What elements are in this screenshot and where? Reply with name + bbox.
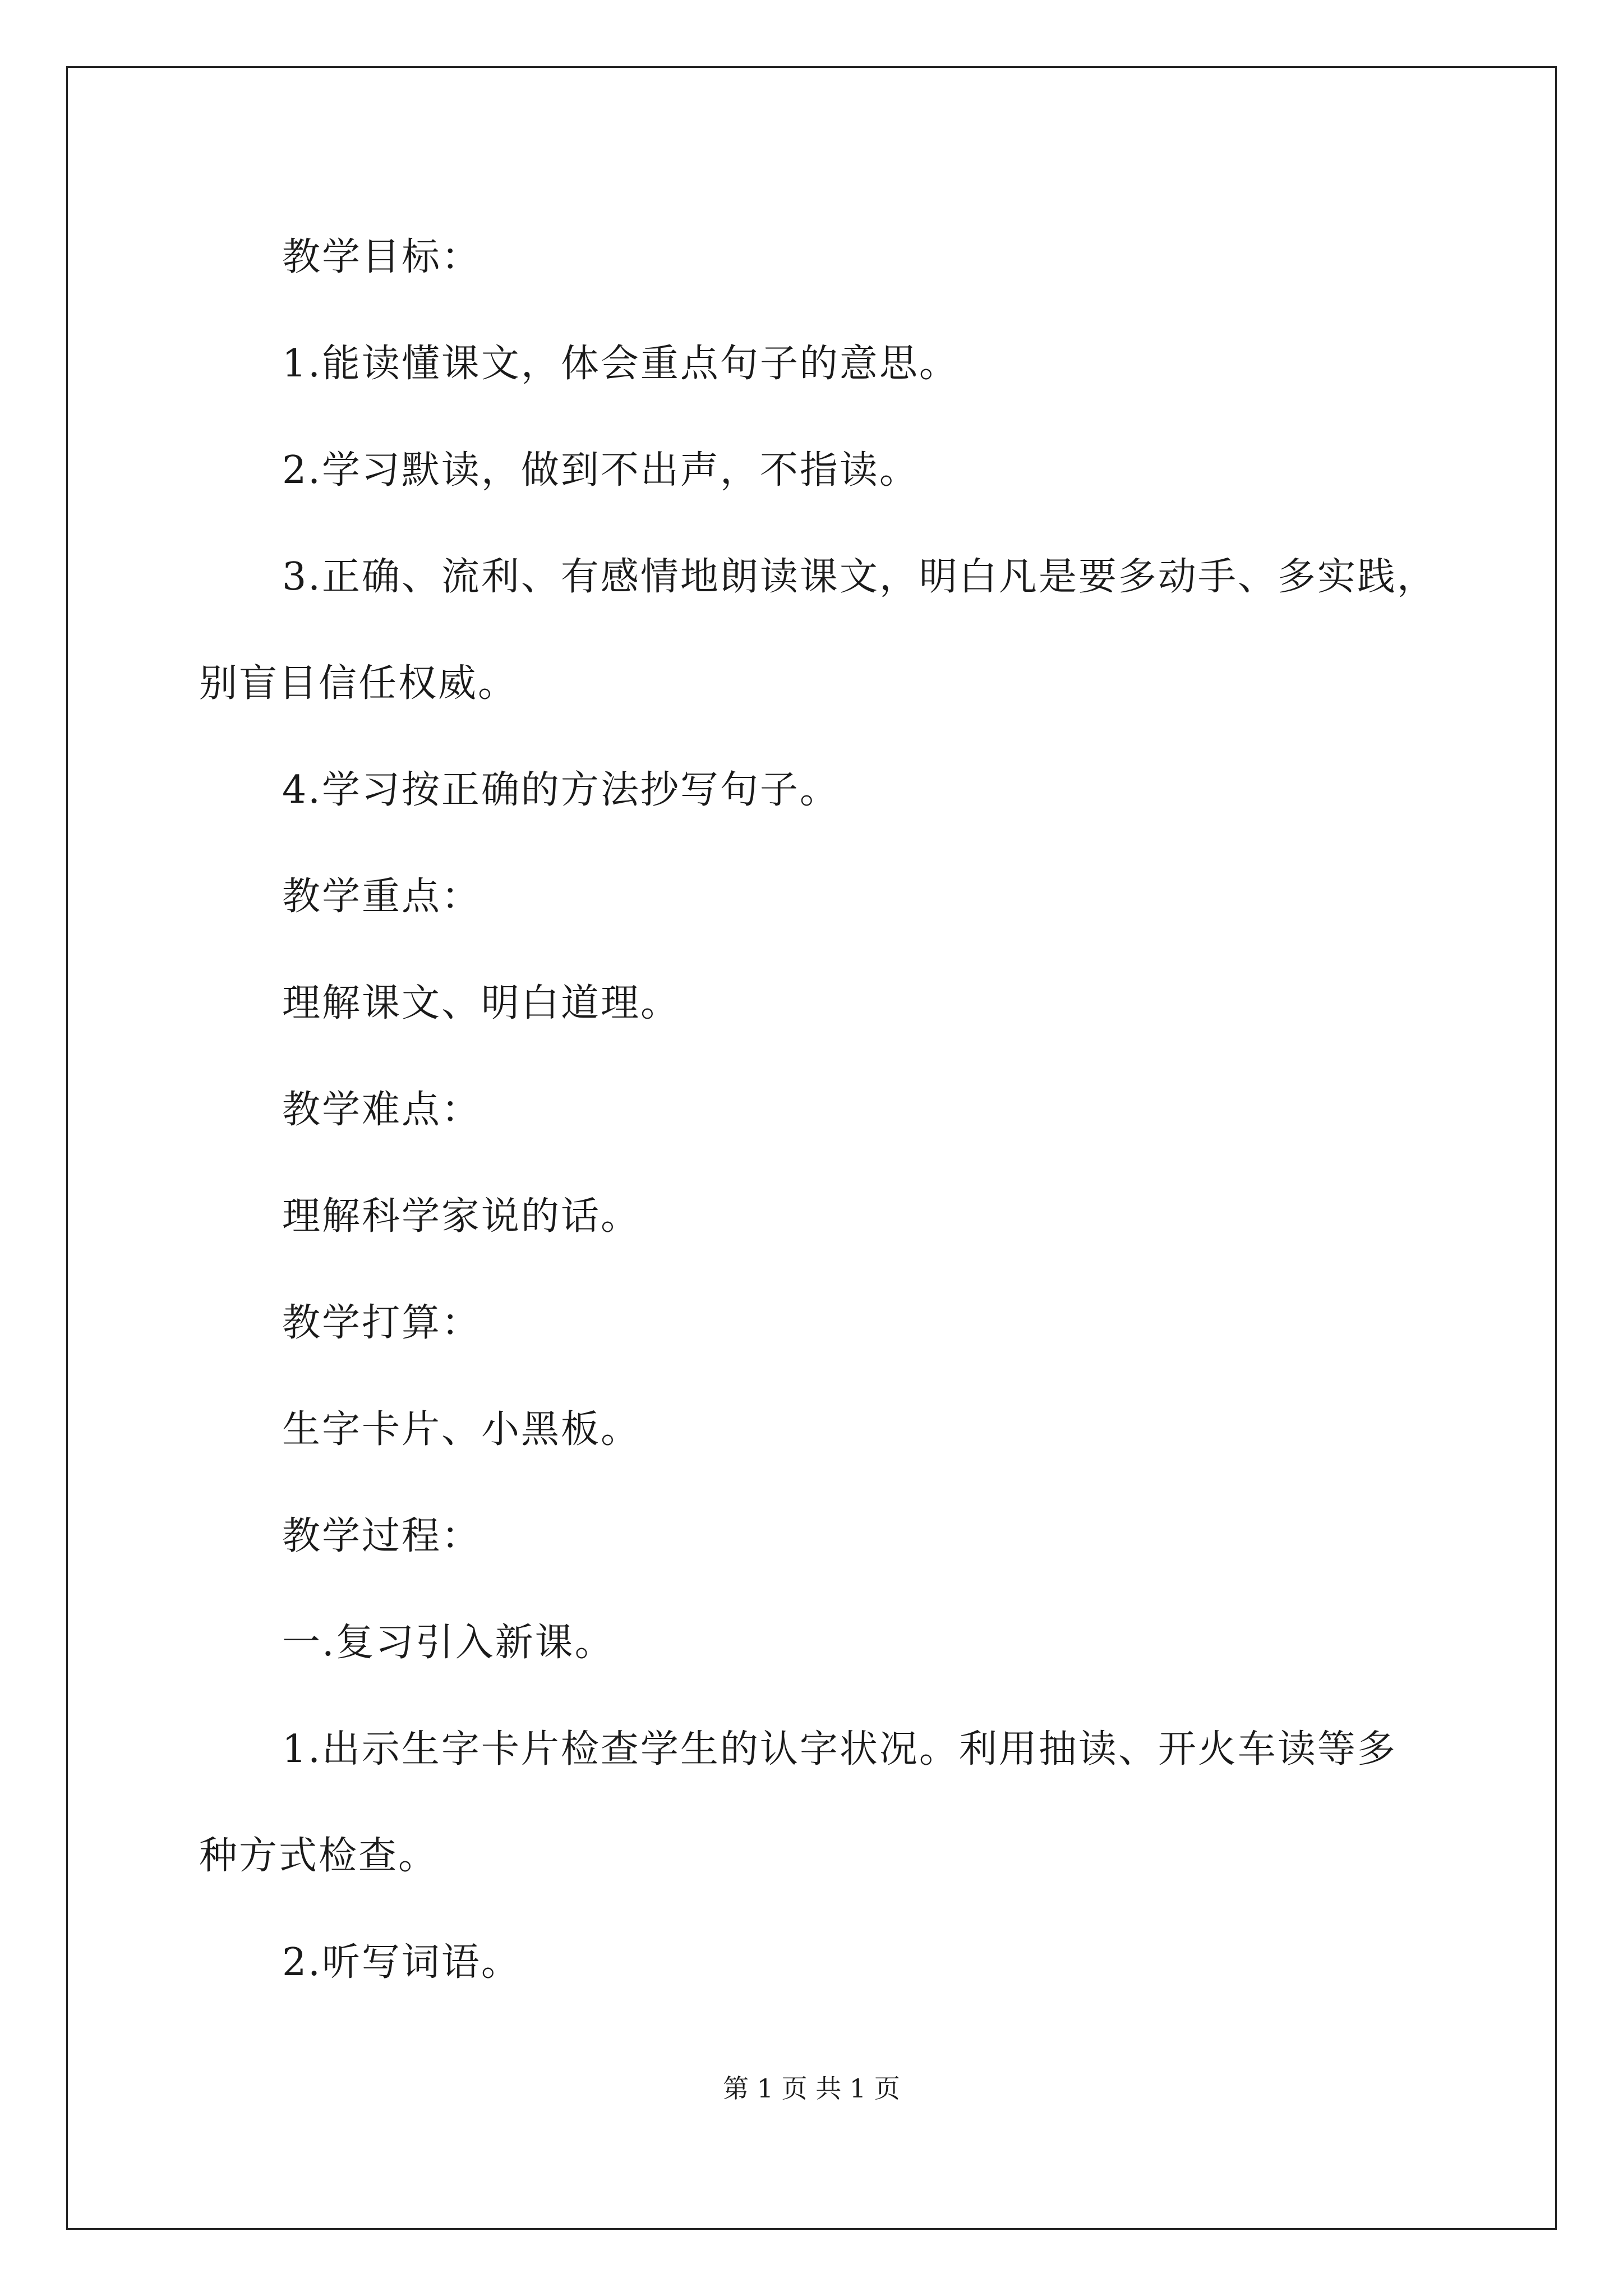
objective-1: 1.能读懂课文，体会重点句子的意思。	[282, 342, 959, 386]
objective-4: 4.学习按正确的方法抄写句子。	[282, 768, 840, 812]
heading-difficulties: 教学难点：	[282, 1088, 482, 1132]
objective-2: 2.学习默读，做到不出声，不指读。	[282, 448, 919, 493]
objective-3-line-2: 别盲目信任权威。	[199, 661, 518, 706]
key-points-text: 理解课文、明白道理。	[282, 981, 681, 1025]
process-step-2: 2.听写词语。	[282, 1940, 521, 1985]
preparation-text: 生字卡片、小黑板。	[282, 1407, 641, 1452]
difficulties-text: 理解科学家说的话。	[282, 1194, 641, 1239]
heading-objectives: 教学目标：	[282, 235, 482, 279]
heading-key-points: 教学重点：	[282, 875, 482, 919]
process-section-1: 一.复习引入新课。	[282, 1621, 615, 1665]
heading-preparation: 教学打算：	[282, 1301, 482, 1345]
objective-3-line-1: 3.正确、流利、有感情地朗读课文，明白凡是要多动手、多实践，	[282, 555, 1437, 599]
process-step-1-line-2: 种方式检查。	[199, 1834, 439, 1878]
page-border	[66, 66, 1557, 2230]
process-step-1-line-1: 1.出示生字卡片检查学生的认字状况。利用抽读、开火车读等多	[282, 1727, 1397, 1772]
page-number: 第 1 页 共 1 页	[723, 2073, 900, 2104]
heading-process: 教学过程：	[282, 1514, 482, 1558]
